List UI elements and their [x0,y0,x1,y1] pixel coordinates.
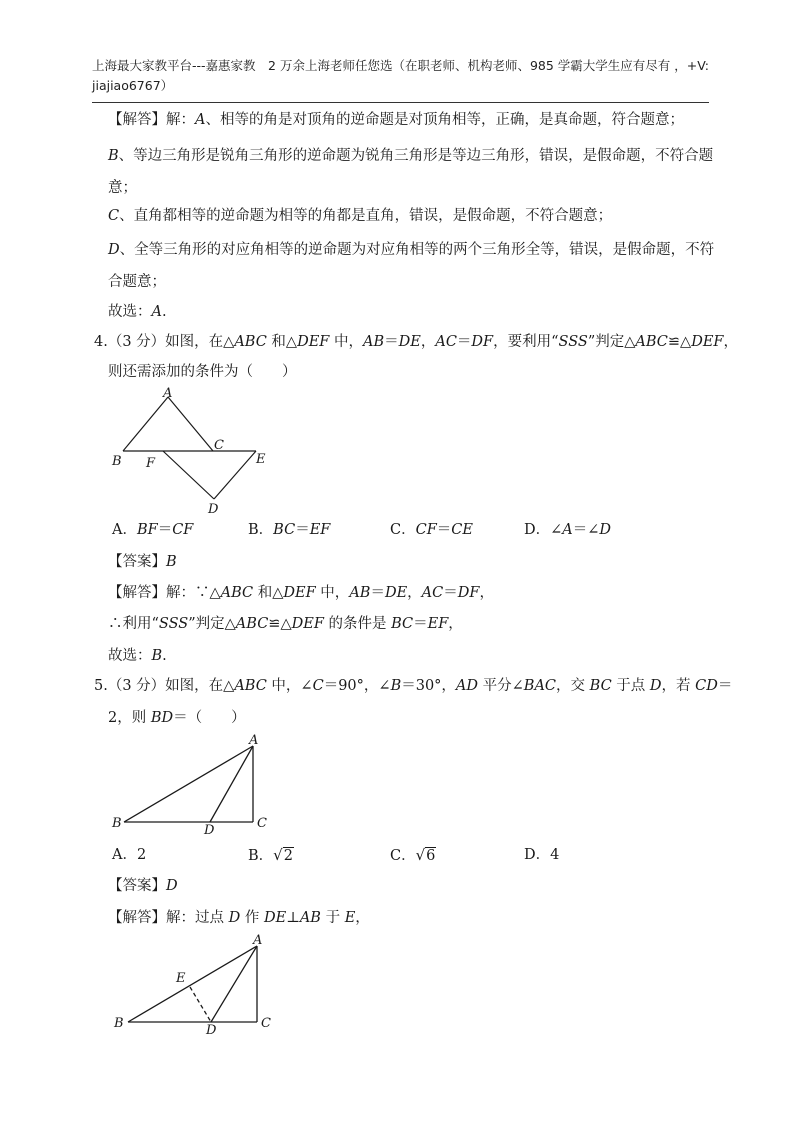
q5-option-b: B．√2 [248,846,293,864]
segment-ad [210,746,253,822]
label-b: B [114,1016,124,1031]
segment-ab [123,397,168,451]
segment-ed [214,451,256,499]
q3-solution-line-3: 意； [108,180,137,196]
q5-stem-line-2: 2，则 BD＝（ ） [108,710,246,726]
q4-solution-line-2: ∴利用“SSS”判定△ABC≌△DEF 的条件是 BC＝EF， [108,616,463,632]
q4-stem-line-2: 则还需添加的条件为（ ） [108,364,297,380]
q4-figure [108,385,278,515]
q4-answer: 【答案】B [108,554,177,570]
segment-ba [128,946,257,1022]
page-header [92,56,712,96]
label-c: C [257,816,267,831]
q4-solution-choice: 故选：B. [108,648,167,664]
q3-solution-line-2: B、等边三角形是锐角三角形的逆命题为锐角三角形是等边三角形，错误，是假命题，不符合题 [108,148,714,164]
q4-stem-line-1: 4.（3 分）如图，在△ABC 和△DEF 中，AB＝DE，AC＝DF，要利用“SSS”判定△ABC≌△DEF， [94,334,738,350]
label-c: C [261,1016,271,1031]
q4-triangles-diagram [108,385,278,515]
q5-stem-line-1: 5.（3 分）如图，在△ABC 中，∠C＝90°，∠B＝30°，AD 平分∠BAC，交 BC 于点 D，若 CD＝ [94,678,733,694]
q4-solution-line-1: 【解答】解：∵△ABC 和△DEF 中，AB＝DE，AC＝DF， [108,585,494,601]
label-e: E [256,452,266,467]
q3-solution-line-5: D、全等三角形的对应角相等的逆命题为对应角相等的两个三角形全等，错误，是假命题，不符 [108,242,715,258]
label-d: D [208,502,219,517]
segment-ac [168,397,213,451]
sqrt-symbol: √6 [415,846,436,864]
q5-triangle-diagram [110,732,280,840]
label-a: A [253,933,263,948]
q5-option-c: C．√6 [390,846,436,864]
q4-option-c: C．CF＝CE [390,522,473,538]
label-d: D [206,1023,217,1038]
label-b: B [112,816,122,831]
segment-fd [163,451,214,499]
label-b: B [112,454,122,469]
label-f: F [146,456,156,471]
label-d: D [204,823,215,838]
label-c: C [214,438,224,453]
q5-figure [110,732,280,840]
header-line-2: jiajiao6767） [92,78,174,93]
segment-de-dashed [190,987,211,1022]
segment-ba [124,746,253,822]
header-line-1: 上海最大家教平台---嘉惠家教 2 万余上海老师任您选（在职老师、机构老师、985 学霸大学生应有尽有 ，+V: [92,58,709,73]
q4-option-b: B．BC＝EF [248,522,331,538]
q3-solution-choice: 故选：A. [108,304,167,320]
q3-solution-line-1: 【解答】解：A、相等的角是对顶角的逆命题是对顶角相等，正确，是真命题，符合题意； [108,112,684,128]
q3-solution-line-4: C、直角都相等的逆命题为相等的角都是直角，错误，是假命题，不符合题意； [108,208,613,224]
q5-option-d: D．4 [524,847,560,863]
header-divider [92,102,709,103]
sqrt-symbol: √2 [273,846,293,864]
q5-solution-line-1: 【解答】解：过点 D 作 DE⊥AB 于 E， [108,910,370,926]
label-a: A [163,386,173,401]
q5-answer: 【答案】D [108,878,178,894]
q3-solution-line-6: 合题意； [108,274,166,290]
q5-solution-figure [110,932,280,1040]
segment-ad [211,946,257,1022]
q4-option-d: D．∠A＝∠D [524,522,612,538]
q5-option-a: A．2 [112,847,147,863]
q4-option-a: A．BF＝CF [112,522,194,538]
q5-solution-diagram [110,932,280,1040]
label-e: E [176,971,186,986]
label-a: A [249,733,259,748]
